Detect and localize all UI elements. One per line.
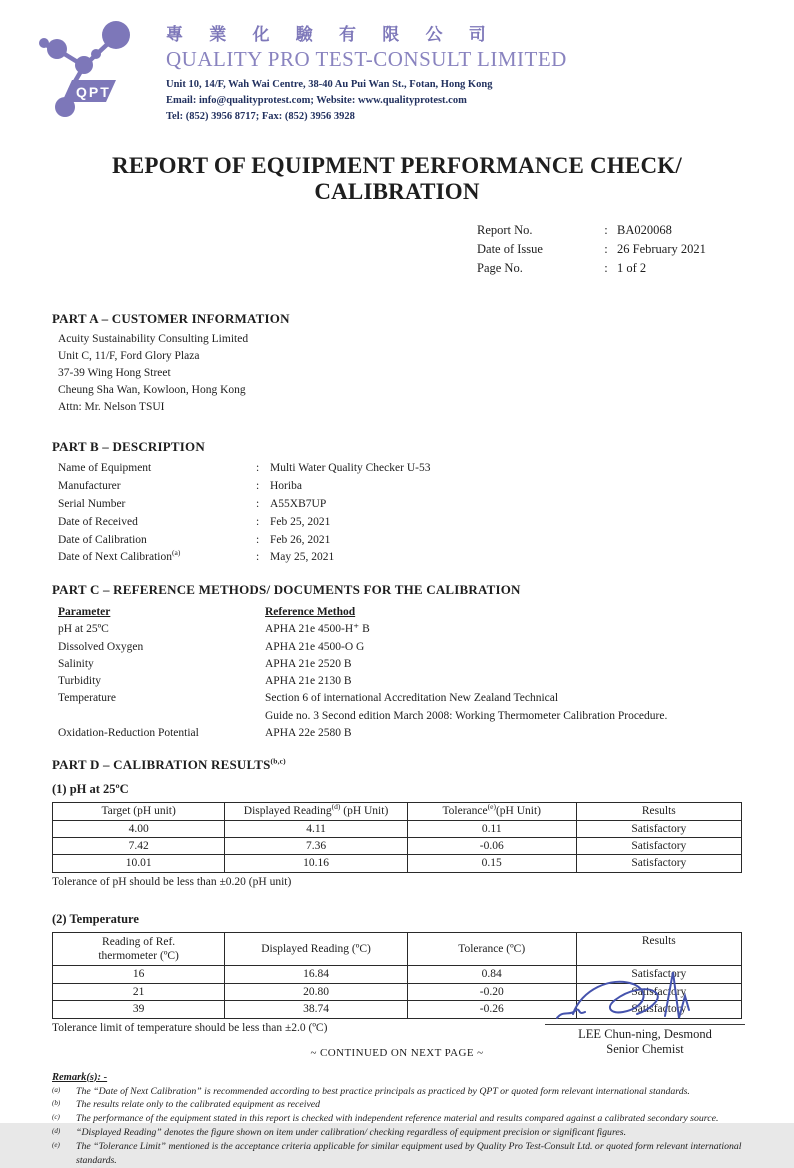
displayed-value: 7.36	[225, 837, 408, 854]
remark-marker: (e)	[52, 1141, 60, 1150]
reference-method-row	[58, 621, 742, 638]
part-c-heading: PART C – REFERENCE METHODS/ DOCUMENTS FOR THE CALIBRATION	[52, 582, 521, 598]
remark-item	[52, 1112, 742, 1126]
colon: :	[604, 260, 608, 275]
displayed-value: 4.11	[225, 820, 408, 837]
field-value: A55XB7UP	[270, 497, 327, 510]
date-of-issue-value: 26 February 2021	[617, 241, 706, 256]
customer-address-line: 37-39 Wing Hong Street	[58, 367, 171, 380]
company-contact	[166, 77, 567, 124]
date-received-row	[58, 514, 742, 532]
page-no-row	[477, 259, 742, 278]
results-header: Results	[576, 803, 741, 820]
equipment-description	[58, 460, 742, 567]
displayed-value: 20.80	[225, 983, 408, 1000]
reference-method-column-header: Reference Method	[265, 606, 356, 619]
reference-method-line2: Guide no. 3 Second edition March 2008: Working Thermometer Calibration Procedure.	[265, 709, 668, 722]
date-next-calibration-row	[58, 549, 742, 567]
colon: :	[256, 515, 260, 528]
tolerance-header: Tolerance (ºC)	[407, 932, 576, 966]
signature-ink-icon	[553, 966, 733, 1028]
table-row	[53, 820, 742, 837]
remark-marker: (b)	[52, 1099, 61, 1108]
result-value: Satisfactory	[576, 820, 741, 837]
field-label: Manufacturer	[58, 480, 121, 493]
table-row	[53, 837, 742, 854]
remark-item	[52, 1098, 742, 1112]
report-no-row	[477, 221, 742, 240]
result-value: Satisfactory	[576, 966, 741, 983]
letterhead	[52, 14, 742, 131]
parameter: Dissolved Oxygen	[58, 640, 144, 653]
customer-address-line: Unit C, 11/F, Ford Glory Plaza	[58, 350, 200, 363]
reference-methods-header	[58, 604, 742, 621]
manufacturer-row	[58, 478, 742, 496]
target-header: Target (pH unit)	[53, 803, 225, 820]
reference-method-row	[58, 673, 742, 690]
tolerance-header: Tolerance	[442, 805, 488, 818]
serial-number-row	[58, 496, 742, 514]
report-no-label: Report No.	[477, 223, 533, 237]
report-info	[477, 221, 742, 277]
reference-method-row	[58, 656, 742, 673]
target-value: 7.42	[53, 837, 225, 854]
remark-text: The performance of the equipment stated in this report is checked with independent reference material and results compared against a calibrated secondary source.	[76, 1113, 719, 1125]
remark-marker: (c)	[52, 1113, 60, 1122]
tolerance-value: 0.11	[407, 820, 576, 837]
reference-reading-value: 21	[53, 983, 225, 1000]
results-header: Results	[576, 932, 741, 966]
part-a-heading: PART A – CUSTOMER INFORMATION	[52, 311, 290, 327]
parameter: Salinity	[58, 657, 94, 670]
colon: :	[256, 497, 260, 510]
part-d-heading: PART D – CALIBRATION RESULTS	[52, 757, 271, 773]
parameter: Oxidation-Reduction Potential	[58, 726, 199, 739]
date-of-issue-row	[477, 240, 742, 259]
page-no-value: 1 of 2	[617, 260, 647, 275]
footnote-marker: (b,c)	[270, 756, 286, 766]
part-a-section	[52, 311, 742, 416]
field-label: Date of Next Calibration	[58, 551, 173, 564]
displayed-value: 38.74	[225, 1001, 408, 1018]
ph-table-heading: (1) pH at 25ºC	[52, 782, 129, 797]
field-value: Multi Water Quality Checker U-53	[270, 462, 431, 475]
part-c-section	[52, 582, 742, 742]
equipment-name-row	[58, 460, 742, 478]
report-title: REPORT OF EQUIPMENT PERFORMANCE CHECK/ CALIBRATION	[112, 153, 682, 204]
field-label: Name of Equipment	[58, 462, 152, 475]
colon: :	[256, 480, 260, 493]
page-no-label: Page No.	[477, 260, 523, 275]
displayed-value: 16.84	[225, 966, 408, 983]
target-value: 10.01	[53, 855, 225, 872]
signatory-title: Senior Chemist	[606, 1042, 684, 1056]
field-label: Date of Received	[58, 515, 138, 528]
table-row	[53, 855, 742, 872]
displayed-reading-header: Displayed Reading (ºC)	[225, 932, 408, 966]
company-address: Unit 10, 14/F, Wah Wai Centre, 38-40 Au Pui Wan St., Fotan, Hong Kong	[166, 79, 493, 90]
company-name-english: QUALITY PRO TEST-CONSULT LIMITED	[166, 47, 567, 71]
remark-item	[52, 1085, 742, 1099]
date-of-issue-label: Date of Issue	[477, 241, 543, 256]
temperature-table-heading: (2) Temperature	[52, 911, 139, 926]
company-block	[166, 14, 567, 124]
company-tel-fax: Tel: (852) 3956 8717; Fax: (852) 3956 3928	[166, 110, 355, 122]
displayed-reading-header: Displayed Reading	[243, 805, 332, 818]
field-label: Date of Calibration	[58, 533, 147, 546]
result-value: Satisfactory	[576, 837, 741, 854]
date-calibration-row	[58, 532, 742, 550]
field-label: Serial Number	[58, 497, 126, 510]
target-value: 4.00	[53, 820, 225, 837]
result-value: Satisfactory	[576, 855, 741, 872]
parameter-column-header: Parameter	[58, 606, 111, 619]
colon: :	[256, 551, 260, 564]
tolerance-value: -0.06	[407, 837, 576, 854]
reference-methods-list	[58, 604, 742, 742]
result-value: Satisfactory	[576, 1001, 741, 1018]
remark-marker: (d)	[52, 1127, 61, 1136]
field-value: May 25, 2021	[270, 551, 335, 564]
parameter: pH at 25ºC	[58, 623, 109, 636]
remark-text: The “Tolerance Limit” mentioned is the acceptance criteria applicable for similar equipment used by Quality Pro Test-Consult Ltd. or quoted form relevant international standards.	[76, 1141, 742, 1167]
colon: :	[604, 241, 608, 256]
remark-text: The results relate only to the calibrated equipment as received	[76, 1099, 321, 1111]
reference-reading-value: 39	[53, 1001, 225, 1018]
reference-reading-value: 16	[53, 966, 225, 983]
remark-marker: (a)	[52, 1085, 61, 1094]
ph-tolerance-note: Tolerance of pH should be less than ±0.20 (pH unit)	[52, 875, 292, 888]
company-name-chinese: 專 業 化 驗 有 限 公 司	[166, 25, 497, 44]
report-no-value: BA020068	[617, 223, 672, 237]
field-value: Feb 25, 2021	[270, 515, 331, 528]
signature-block	[545, 978, 745, 1057]
parameter: Temperature	[58, 692, 116, 705]
reference-method: APHA 22e 2580 B	[265, 726, 352, 739]
table-header-row	[53, 932, 742, 966]
footnote-marker: (d)	[331, 802, 341, 812]
reference-method: APHA 21e 2130 B	[265, 675, 352, 688]
parameter: Turbidity	[58, 675, 102, 688]
remarks-section	[52, 1072, 742, 1168]
tolerance-value: 0.15	[407, 855, 576, 872]
colon: :	[256, 462, 260, 475]
continued-on-next-page: ~ CONTINUED ON NEXT PAGE ~	[310, 1046, 484, 1059]
part-b-section	[52, 439, 742, 567]
customer-attn: Attn: Mr. Nelson TSUI	[58, 401, 165, 414]
reference-method: APHA 21e 4500-O G	[265, 640, 365, 653]
reference-method-row	[58, 639, 742, 656]
logo-text: QPT	[76, 84, 111, 100]
result-value: Satisfactory	[576, 983, 741, 1000]
signatory-name: LEE Chun-ning, Desmond	[578, 1027, 712, 1041]
remark-text: “Displayed Reading” denotes the figure shown on item under calibration/ checking regardless of equipment precision or significant figures.	[76, 1127, 627, 1139]
displayed-value: 10.16	[225, 855, 408, 872]
remarks-heading: Remark(s): -	[52, 1071, 108, 1083]
table-header-row: Target (pH unit) Displayed Reading$^{(d)}$ (pH Unit) Tolerance$^{(e)}$(pH Unit) Results	[53, 803, 742, 820]
field-value: Horiba	[270, 480, 302, 493]
reference-method: APHA 21e 2520 B	[265, 657, 352, 670]
temperature-tolerance-note: Tolerance limit of temperature should be less than ±2.0 (ºC)	[52, 1021, 328, 1034]
tolerance-value: 0.84	[407, 966, 576, 983]
customer-address-line: Cheung Sha Wan, Kowloon, Hong Kong	[58, 384, 246, 397]
reference-method-row	[58, 690, 742, 725]
part-b-heading: PART B – DESCRIPTION	[52, 439, 205, 455]
colon: :	[604, 223, 608, 237]
company-email-website: Email: info@qualityprotest.com; Website: www.qualityprotest.com	[166, 94, 467, 106]
remark-item	[52, 1140, 742, 1168]
colon: :	[256, 533, 260, 546]
ph-calibration-table	[52, 802, 742, 873]
reference-reading-header: Reading of Ref. thermometer (ºC)	[53, 932, 225, 966]
footnote-marker: (e)	[487, 802, 496, 812]
tolerance-value: -0.26	[407, 1001, 576, 1018]
tolerance-value: -0.20	[407, 983, 576, 1000]
reference-method: APHA 21e 4500-H⁺ B	[265, 623, 370, 636]
field-value: Feb 26, 2021	[270, 533, 331, 546]
remark-item	[52, 1126, 742, 1140]
customer-name: Acuity Sustainability Consulting Limited	[58, 333, 249, 346]
remark-text: The “Date of Next Calibration” is recommended according to best practice principals as practiced by QPT or quoted form relevant international standards.	[76, 1085, 690, 1097]
footnote-marker: (a)	[172, 548, 181, 558]
reference-method: Section 6 of international Accreditation New Zealand Technical	[265, 692, 559, 705]
company-logo-icon	[32, 14, 150, 131]
customer-info	[58, 331, 742, 416]
reference-method-row	[58, 725, 742, 742]
